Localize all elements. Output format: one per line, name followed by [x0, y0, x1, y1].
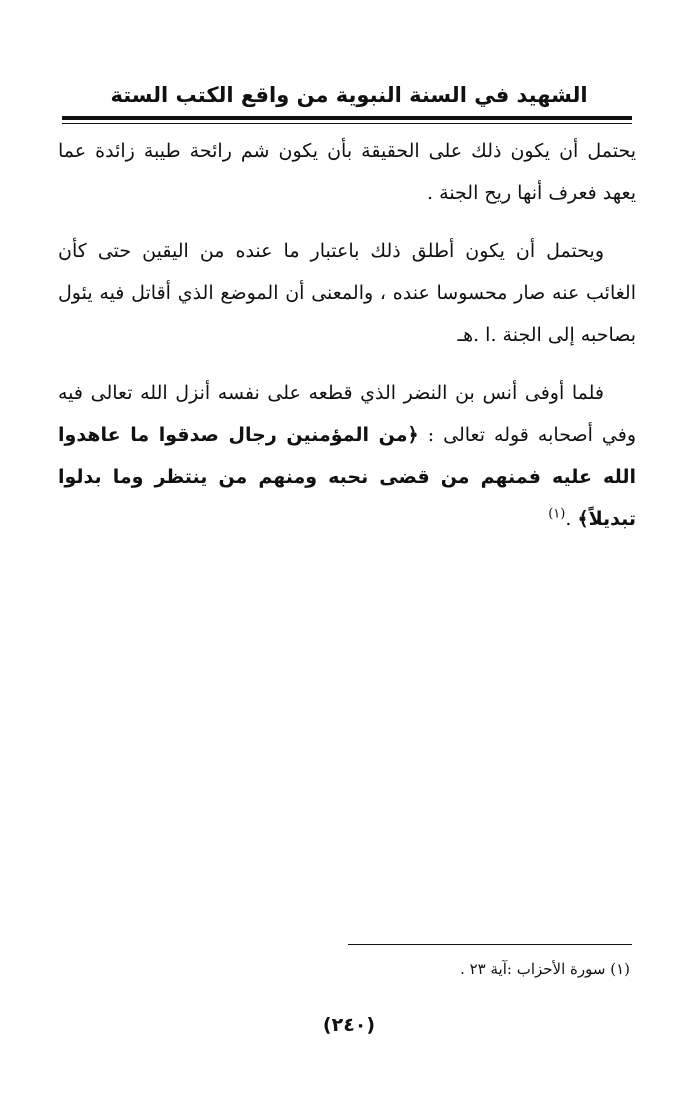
body-text: [58, 130, 636, 556]
footnote-1: (١) سورة الأحزاب :آية ٢٣ .: [460, 960, 630, 978]
paragraph-2: ويحتمل أن يكون أطلق ذلك باعتبار ما عنده من اليقين حتى كأن الغائب عنه صار محسوسا عنده ، والمعنى أن الموضع الذي أقاتل فيه يئول بصاحبه إلى الجنة .ا .هـ: [58, 240, 636, 346]
paragraph-3-end: .: [565, 508, 578, 530]
quran-quote: ﴿من المؤمنين رجال صدقوا ما عاهدوا الله عليه فمنهم من قضى نحبه ومنهم من ينتظر وما بدلوا تبديلاً﴾: [58, 424, 636, 530]
footnote-reference: (١): [548, 506, 566, 522]
paragraph-1: يحتمل أن يكون ذلك على الحقيقة بأن يكون شم رائحة طيبة زائدة عما يعهد فعرف أنها ريح الجنة .: [58, 140, 636, 204]
header-rule-thick: [62, 116, 632, 120]
running-title: الشهيد في السنة النبوية من واقع الكتب الستة: [110, 83, 588, 107]
footnote-rule: [348, 944, 632, 945]
header-rule-thin: [62, 123, 632, 124]
paragraph-3: [58, 372, 636, 540]
paragraph-3-lead: فلما أوفى أنس بن النضر الذي قطعه على نفسه أنزل الله تعالى فيه وفي أصحابه قوله تعالى :: [58, 382, 636, 446]
page-number: (٢٤٠): [322, 1014, 376, 1036]
